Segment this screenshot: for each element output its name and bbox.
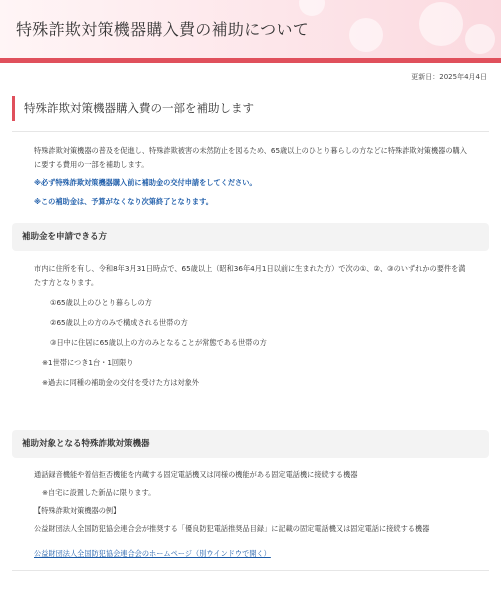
example-text: 公益財団法人全国防犯協会連合会が推奨する「優良防犯電話推奨品目録」に記載の固定電話機又は固定電話に接続する機器 bbox=[34, 524, 430, 533]
eligibility-section bbox=[0, 262, 501, 390]
link-row bbox=[34, 541, 467, 560]
decorative-circle bbox=[349, 18, 383, 52]
requirement-item: ③日中に住居に65歳以上の方のみとなることが常態である世帯の方 bbox=[50, 338, 267, 347]
notice-apply-before-purchase: ※必ず特殊詐欺対策機器購入前に補助金の交付申請をしてください。 bbox=[34, 178, 257, 187]
requirement-item: ①65歳以上のひとり暮らしの方 bbox=[50, 298, 152, 307]
section-heading-devices: 補助対象となる特殊詐欺対策機器 bbox=[12, 430, 489, 458]
eligibility-text: 市内に住所を有し、令和8年3月31日時点で、65歳以上（昭和36年4月1日以前に生まれた方）で次の①、②、③のいずれかの要件を満たす方となります。 bbox=[34, 264, 466, 287]
eligibility-note: ※過去に同種の補助金の交付を受けた方は対象外 bbox=[42, 378, 199, 387]
eligibility-note: ※1世帯につき1台・1回限り bbox=[42, 358, 134, 367]
decorative-circle bbox=[419, 2, 463, 46]
devices-section bbox=[0, 468, 501, 560]
divider bbox=[12, 131, 489, 132]
notice-budget-limit: ※この補助金は、予算がなくなり次第終了となります。 bbox=[34, 197, 213, 206]
intro-text: 特殊詐欺対策機器の普及を促進し、特殊詐欺被害の未然防止を図るため、65歳以上のひとり暮らしの方などに特殊詐欺対策機器の購入に要する費用の一部を補助します。 bbox=[34, 146, 467, 169]
intro-section bbox=[0, 144, 501, 209]
section-heading-eligibility: 補助金を申請できる方 bbox=[12, 223, 489, 251]
association-homepage-link[interactable]: 公益財団法人全国防犯協会連合会のホームページ（別ウインドウで開く） bbox=[34, 549, 271, 558]
devices-note: ※自宅に設置した新品に限ります。 bbox=[42, 488, 156, 497]
divider bbox=[12, 570, 489, 571]
decorative-circle bbox=[299, 0, 325, 16]
decorative-circle bbox=[465, 24, 495, 54]
page-subtitle: 特殊詐欺対策機器購入費の一部を補助します bbox=[12, 96, 489, 121]
example-label: 【特殊詐欺対策機器の例】 bbox=[34, 506, 121, 515]
requirement-item: ②65歳以上の方のみで構成される世帯の方 bbox=[50, 318, 188, 327]
updated-date: 更新日：2025年4月4日 bbox=[411, 73, 487, 81]
devices-text: 通話録音機能や着信拒否機能を内蔵する固定電話機又は同様の機能がある固定電話機に接続する機器 bbox=[34, 470, 358, 479]
page-banner bbox=[0, 0, 501, 63]
page-title: 特殊詐欺対策機器購入費の補助について bbox=[16, 20, 310, 39]
